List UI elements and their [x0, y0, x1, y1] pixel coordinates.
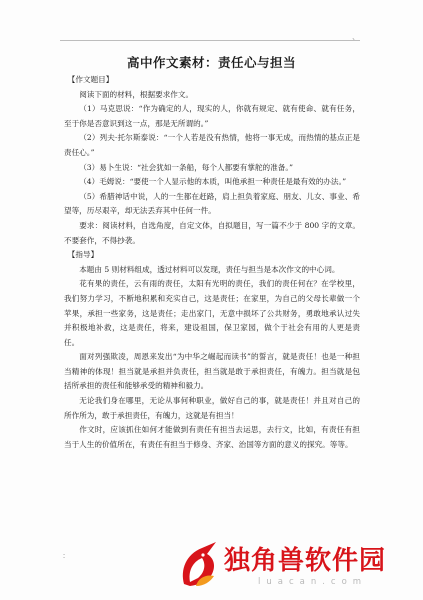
paragraph: 无论我们身在哪里，无论从事何种职业，做好自己的事，就是责任！并且对自己的所作所为，敢于承担责任，有魄力，这就是有担当！ — [64, 396, 360, 420]
paragraph: （2）列夫·托尔斯泰说：“一个人若是没有热情，他将一事无成，而热情的基点正是责任心。” — [64, 133, 360, 157]
paragraph: （3）易卜生说：“社会犹如一条船，每个人都要有掌舵的准备。” — [79, 162, 294, 172]
watermark-name: 独角兽软件园 — [224, 546, 387, 576]
paragraph: 阅读下面的材料，根据要求作文。 — [79, 89, 194, 99]
document-title: 高中作文素材：责任心与担当 — [126, 55, 296, 70]
paragraph: （4）毛姆说：“要使一个人显示他的本质，叫他承担一种责任是最有效的办法。” — [79, 177, 347, 187]
paragraph: （1）马克思说：“作为确定的人，现实的人，你就有规定、就有使命、就有任务，至于你是否意识到这一点，那是无所谓的。” — [64, 104, 360, 128]
footer-mark: ∶ — [63, 552, 66, 561]
corner-mark: 、 — [352, 32, 360, 41]
paragraph: 作文时，应该抓住如何才能做到有责任有担当去运思，去行文，比如，有责任有担当于人生的价值所在，有责任有担当于修身、齐家、治国等方面的意义的探究。等等。 — [64, 425, 360, 449]
paragraph: 面对列强欺凌，周恩来发出“为中华之崛起而读书”的誓言，就是责任！也是一种担当精神的体现！担当就是承担并负责任，担当就是敢于承担责任，有魄力。担当就是包括所承担的责任和能够承受的精神和毅力。 — [64, 352, 360, 391]
section-heading-guide: 【指导】 — [67, 250, 99, 260]
paragraph: 本题由 5 则材料组成，透过材料可以发现，责任与担当是本次作文的中心词。 — [79, 264, 340, 274]
watermark-logo — [176, 534, 420, 594]
header-rule — [60, 40, 360, 41]
paragraph: 花有果的责任，云有雨的责任，太阳有光明的责任，我们的责任何在？在学校里，我们努力学习，不断地积累和充实自己，这是责任；在家里，为自己的父母长辈做一个苹果，承担一些家务，这是责任；走出家门，无意中损坏了公共财务，勇敢地承认过失并积极地补救，这是责任，将来，建设祖国，保卫家园，做个于社会有用的人更是责任。 — [64, 279, 360, 347]
paragraph: 要求：阅读材料，自选角度，自定文体，自拟题目，写一篇不少于 800 字的文章。不要套作，不得抄袭。 — [64, 220, 360, 245]
section-heading-prompt: 【作文题目】 — [67, 75, 114, 84]
document-body — [64, 73, 360, 452]
watermark-url: luacan.com — [258, 577, 368, 587]
paragraph: （5）希腊神话中说，人的一生都在赶路，肩上担负着家庭、朋友、儿女、事业、希望等，历尽艰辛，却无法丢弃其中任何一件。 — [64, 191, 360, 216]
unicorn-icon — [176, 540, 222, 588]
